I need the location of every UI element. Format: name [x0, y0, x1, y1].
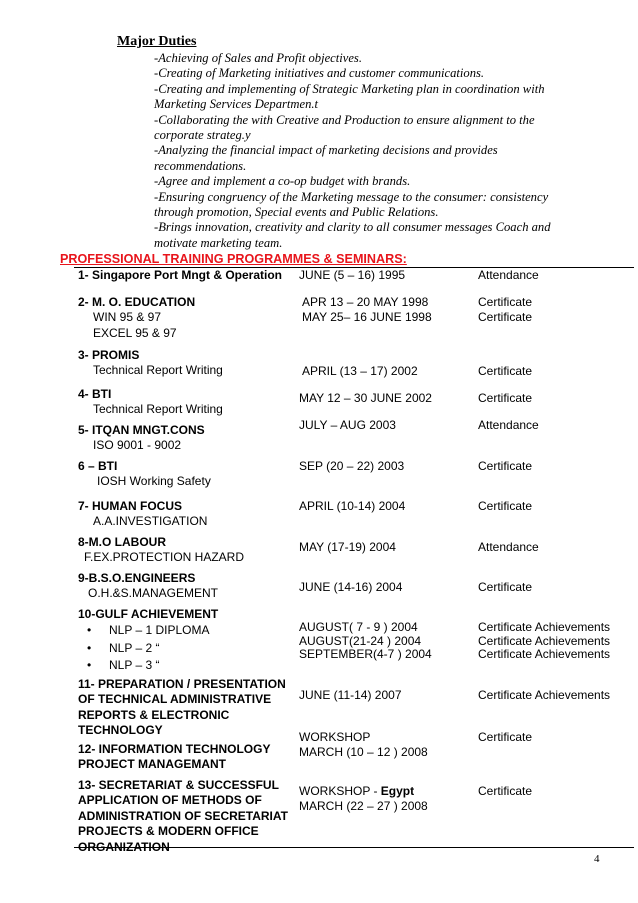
training-date: WORKSHOP - Egypt	[299, 784, 415, 798]
training-title: 11- PREPARATION / PRESENTATION OF TECHNICAL ADMINISTRATIVE REPORTS & ELECTRONIC TECHNOLOGY	[78, 677, 286, 738]
training-type: Attendance	[478, 268, 539, 282]
duty-line: recommendations.	[154, 158, 247, 173]
training-type: Certificate	[478, 459, 533, 473]
training-subject: F.EX.PROTECTION HAZARD	[84, 550, 245, 565]
training-subject: EXCEL 95 & 97	[93, 325, 177, 340]
training-title: 7- HUMAN FOCUS	[78, 499, 182, 513]
training-date: WORKSHOP	[299, 730, 371, 744]
training-type: Certificate	[478, 364, 533, 378]
training-date: JULY – AUG 2003	[299, 418, 396, 432]
training-type: Certificate	[478, 391, 533, 405]
training-type: Certificate Achievements	[478, 620, 611, 634]
training-title: 6 – BTI	[78, 459, 118, 473]
training-date: MAY 12 – 30 JUNE 2002	[299, 391, 432, 405]
training-subject: IOSH Working Safety	[97, 474, 211, 489]
training-title: 10-GULF ACHIEVEMENT	[78, 607, 219, 621]
duty-line: -Collaborating the with Creative and Production to ensure alignment to the	[154, 112, 535, 127]
training-type: Certificate	[478, 784, 533, 798]
duty-line: motivate marketing team.	[154, 235, 283, 250]
training-title: 3- PROMIS	[78, 348, 140, 362]
bottom-divider	[74, 847, 634, 848]
training-date: APR 13 – 20 MAY 1998	[302, 295, 429, 309]
training-type: Certificate Achievements	[478, 647, 611, 661]
training-date: APRIL (10-14) 2004	[299, 499, 406, 513]
training-date: AUGUST( 7 - 9 ) 2004	[299, 620, 418, 634]
training-section-heading: PROFESSIONAL TRAINING PROGRAMMES & SEMINARS:	[60, 252, 407, 266]
duty-line: corporate strateg.y	[154, 128, 251, 143]
training-type: Certificate	[478, 499, 533, 513]
duty-line: -Ensuring congruency of the Marketing message to the consumer: consistency	[154, 189, 549, 204]
training-date: APRIL (13 – 17) 2002	[302, 364, 418, 378]
training-date: MARCH (10 – 12 ) 2008	[299, 745, 428, 760]
training-subject: Technical Report Writing	[93, 363, 223, 378]
duty-line: -Brings innovation, creativity and clarity to all consumer messages Coach and	[154, 220, 551, 235]
training-title: 4- BTI	[78, 387, 112, 401]
training-subject: Technical Report Writing	[93, 402, 223, 417]
training-type: Certificate Achievements	[478, 688, 611, 702]
duty-line: through promotion, Special events and Public Relations.	[154, 205, 439, 220]
training-type: Certificate	[478, 730, 533, 744]
list-item: • NLP – 3 “	[87, 658, 160, 673]
training-title: 8-M.O LABOUR	[78, 535, 166, 549]
training-date: MAY (17-19) 2004	[299, 540, 396, 554]
training-title: 5- ITQAN MNGT.CONS	[78, 423, 205, 437]
training-type: Certificate Achievements	[478, 633, 611, 648]
training-date: SEPTEMBER(4-7 ) 2004	[299, 647, 432, 661]
training-date: AUGUST(21-24 ) 2004	[299, 633, 422, 648]
training-subject: A.A.INVESTIGATION	[93, 514, 208, 529]
training-date: MARCH (22 – 27 ) 2008	[299, 799, 428, 814]
training-subject: WIN 95 & 97	[93, 310, 162, 325]
training-date: JUNE (5 – 16) 1995	[299, 268, 406, 282]
bullet-icon: •	[87, 623, 92, 638]
list-item: • NLP – 2 “	[87, 640, 160, 655]
training-date: JUNE (14-16) 2004	[299, 580, 403, 594]
bullet-icon: •	[87, 640, 92, 655]
training-type: Attendance	[478, 540, 539, 554]
duty-line: -Achieving of Sales and Profit objectives.	[154, 51, 362, 65]
duty-line: Marketing Services Departmen.t	[154, 97, 319, 112]
training-type: Certificate	[478, 310, 533, 325]
training-type: Certificate	[478, 295, 533, 309]
duty-line: -Analyzing the financial impact of marketing decisions and provides	[154, 143, 498, 158]
duty-line: -Creating of Marketing initiatives and customer communications.	[154, 66, 485, 81]
training-title: 9-B.S.O.ENGINEERS	[78, 571, 196, 585]
training-title: 12- INFORMATION TECHNOLOGY PROJECT MANAGEMANT	[78, 742, 271, 772]
training-date: MAY 25– 16 JUNE 1998	[302, 310, 432, 325]
list-item: • NLP – 1 DIPLOMA	[87, 623, 210, 638]
training-type: Attendance	[478, 418, 539, 432]
training-date: SEP (20 – 22) 2003	[299, 459, 405, 473]
training-type: Certificate	[478, 580, 533, 594]
page-number: 4	[594, 853, 600, 865]
duty-line: -Creating and implementing of Strategic Marketing plan in coordination with	[154, 81, 545, 96]
training-title: 2- M. O. EDUCATION	[78, 295, 196, 309]
duty-line: -Agree and implement a co-op budget with brands.	[154, 174, 411, 189]
major-duties-list	[154, 51, 574, 251]
training-subject: O.H.&S.MANAGEMENT	[88, 586, 219, 601]
training-title: 13- SECRETARIAT & SUCCESSFUL APPLICATION OF METHODS OF ADMINISTRATION OF SECRETARIAT PROJECTS & MODERN OFFICE ORGANIZATION	[78, 778, 288, 854]
training-date: JUNE (11-14) 2007	[299, 688, 402, 702]
training-subject: ISO 9001 - 9002	[93, 438, 182, 453]
training-title: 1- Singapore Port Mngt & Operation	[78, 268, 283, 282]
bullet-icon: •	[87, 658, 92, 673]
major-duties-heading: Major Duties	[117, 34, 197, 49]
